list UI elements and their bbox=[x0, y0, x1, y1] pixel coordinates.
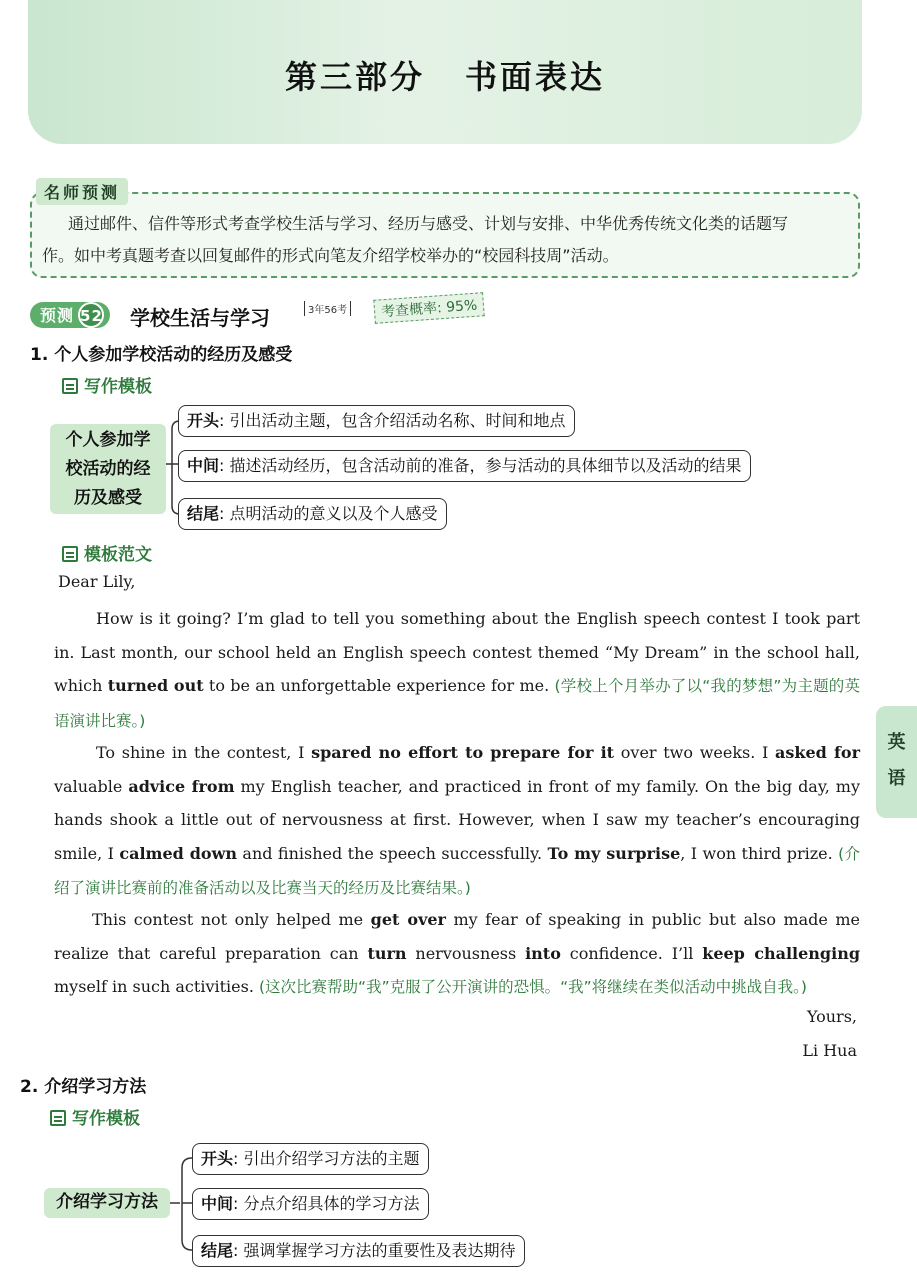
branch-key: 中间 bbox=[187, 456, 220, 475]
letter-text: myself in such activities. bbox=[54, 977, 259, 996]
probability-stamp: 考查概率: 95% bbox=[373, 292, 485, 324]
center-line-2: 校活动的经 bbox=[65, 459, 151, 479]
letter-paragraph-3 bbox=[54, 903, 860, 1005]
branch-text: : 点明活动的意义以及个人感受 bbox=[219, 504, 438, 523]
key-phrase: keep challenging bbox=[702, 943, 861, 963]
key-phrase: To my surprise bbox=[547, 843, 681, 863]
prediction-label: 名师预测 bbox=[36, 178, 128, 205]
letter-text: over two weeks. I bbox=[614, 743, 776, 762]
key-phrase: spared no effort to prepare for it bbox=[311, 743, 615, 762]
prediction-line-1: 通过邮件、信件等形式考查学校生活与学习、经历与感受、计划与安排、中华优秀传统文化类的话题写 bbox=[68, 214, 789, 233]
side-tab-char-1: 英 bbox=[887, 732, 906, 753]
topic1-center-node bbox=[50, 424, 166, 514]
letter-text: How is it going? I’m glad to tell you something about the English speech contest I took part in. Last month, our school held an English speech contest themed “My Dream” in the school hall, which bbox=[54, 609, 860, 695]
prediction-line-2: 作。如中考真题考查以回复邮件的形式向笔友介绍学校举办的“校园科技周”活动。 bbox=[42, 246, 619, 265]
letter-text: and finished the speech successfully. bbox=[236, 843, 548, 863]
branch-text: : 引出活动主题，包含介绍活动名称、时间和地点 bbox=[219, 411, 566, 430]
key-phrase: turned out bbox=[107, 676, 204, 695]
key-phrase: advice from bbox=[128, 776, 235, 796]
letter-text: nervousness bbox=[406, 943, 526, 963]
letter-signature: Li Hua bbox=[802, 1041, 857, 1060]
template-icon bbox=[50, 1110, 66, 1126]
branch-key: 中间 bbox=[201, 1194, 234, 1213]
topic2-heading: 2. 介绍学习方法 bbox=[20, 1077, 147, 1097]
topic1-branch-ending bbox=[178, 498, 447, 530]
branch-key: 结尾 bbox=[201, 1241, 234, 1260]
chinese-annotation: (介绍了演讲比赛前的准备活动以及比赛当天的经历及比赛结果。) bbox=[54, 844, 861, 897]
letter-text: confidence. I’ll bbox=[560, 943, 703, 963]
letter-text: to be an unforgettable experience for me. bbox=[203, 676, 555, 695]
pill-label: 预测 bbox=[40, 306, 75, 325]
chinese-annotation: (这次比赛帮助“我”克服了公开演讲的恐惧。“我”将继续在类似活动中挑战自我。) bbox=[259, 978, 807, 996]
letter-closing: Yours, bbox=[806, 1007, 857, 1026]
branch-key: 开头 bbox=[201, 1149, 234, 1168]
branch-text: : 引出介绍学习方法的主题 bbox=[233, 1149, 420, 1168]
letter-paragraph-1 bbox=[54, 602, 860, 738]
letter-greeting: Dear Lily, bbox=[58, 572, 136, 591]
topic2-center-node: 介绍学习方法 bbox=[44, 1188, 170, 1218]
center-line-3: 历及感受 bbox=[74, 488, 142, 508]
topic2-branch-opening bbox=[192, 1143, 429, 1175]
subject-label: 书面表达 bbox=[465, 58, 606, 96]
subject-side-tab bbox=[876, 706, 917, 818]
part-label: 第三部分 bbox=[284, 58, 425, 96]
pill-number: 52 bbox=[78, 302, 104, 328]
chinese-annotation: (学校上个月举办了以“我的梦想”为主题的英语演讲比赛。) bbox=[54, 677, 861, 730]
letter-text: my fear of speaking in public but also made me realize that careful preparation can bbox=[54, 910, 861, 963]
key-phrase: calmed down bbox=[119, 843, 237, 863]
topic1-sample-label bbox=[62, 540, 152, 565]
side-tab-char-2: 语 bbox=[887, 768, 906, 789]
topic1-branch-opening bbox=[178, 405, 575, 437]
branch-text: : 描述活动经历，包含活动前的准备，参与活动的具体细节以及活动的结果 bbox=[219, 456, 742, 475]
letter-text: my English teacher, and practiced in front of my family. On the big day, my hands shook a little out of nervousness at first. However, when I saw my teacher’s encouraging smile, I bbox=[54, 776, 861, 863]
topic1-branch-middle bbox=[178, 450, 751, 482]
key-phrase: turn bbox=[367, 943, 407, 963]
letter-text: valuable bbox=[54, 776, 129, 796]
years-tag: 3年56考 bbox=[304, 301, 351, 316]
center-line-1: 个人参加学 bbox=[65, 430, 151, 450]
branch-key: 开头 bbox=[187, 411, 220, 430]
branch-key: 结尾 bbox=[187, 504, 220, 523]
letter-paragraph-2 bbox=[54, 736, 860, 906]
topic2-template-label bbox=[50, 1104, 140, 1129]
template-label-text: 写作模板 bbox=[84, 377, 152, 397]
topic2-branch-middle bbox=[192, 1188, 429, 1220]
letter-text: This contest not only helped me bbox=[92, 910, 371, 929]
letter-text: , I won third prize. bbox=[680, 843, 839, 863]
key-phrase: asked for bbox=[775, 743, 861, 762]
branch-text: : 分点介绍具体的学习方法 bbox=[233, 1194, 420, 1213]
topic1-heading: 1. 个人参加学校活动的经历及感受 bbox=[30, 345, 293, 365]
topic2-branch-ending bbox=[192, 1235, 525, 1267]
key-phrase: get over bbox=[370, 910, 446, 929]
letter-text: To shine in the contest, I bbox=[96, 743, 312, 762]
key-phrase: into bbox=[525, 943, 561, 963]
sample-label-text: 模板范文 bbox=[84, 545, 152, 565]
section-title: 学校生活与学习 bbox=[130, 306, 270, 330]
sample-icon bbox=[62, 546, 78, 562]
template-label-text: 写作模板 bbox=[72, 1109, 140, 1129]
branch-text: : 强调掌握学习方法的重要性及表达期待 bbox=[233, 1241, 516, 1260]
